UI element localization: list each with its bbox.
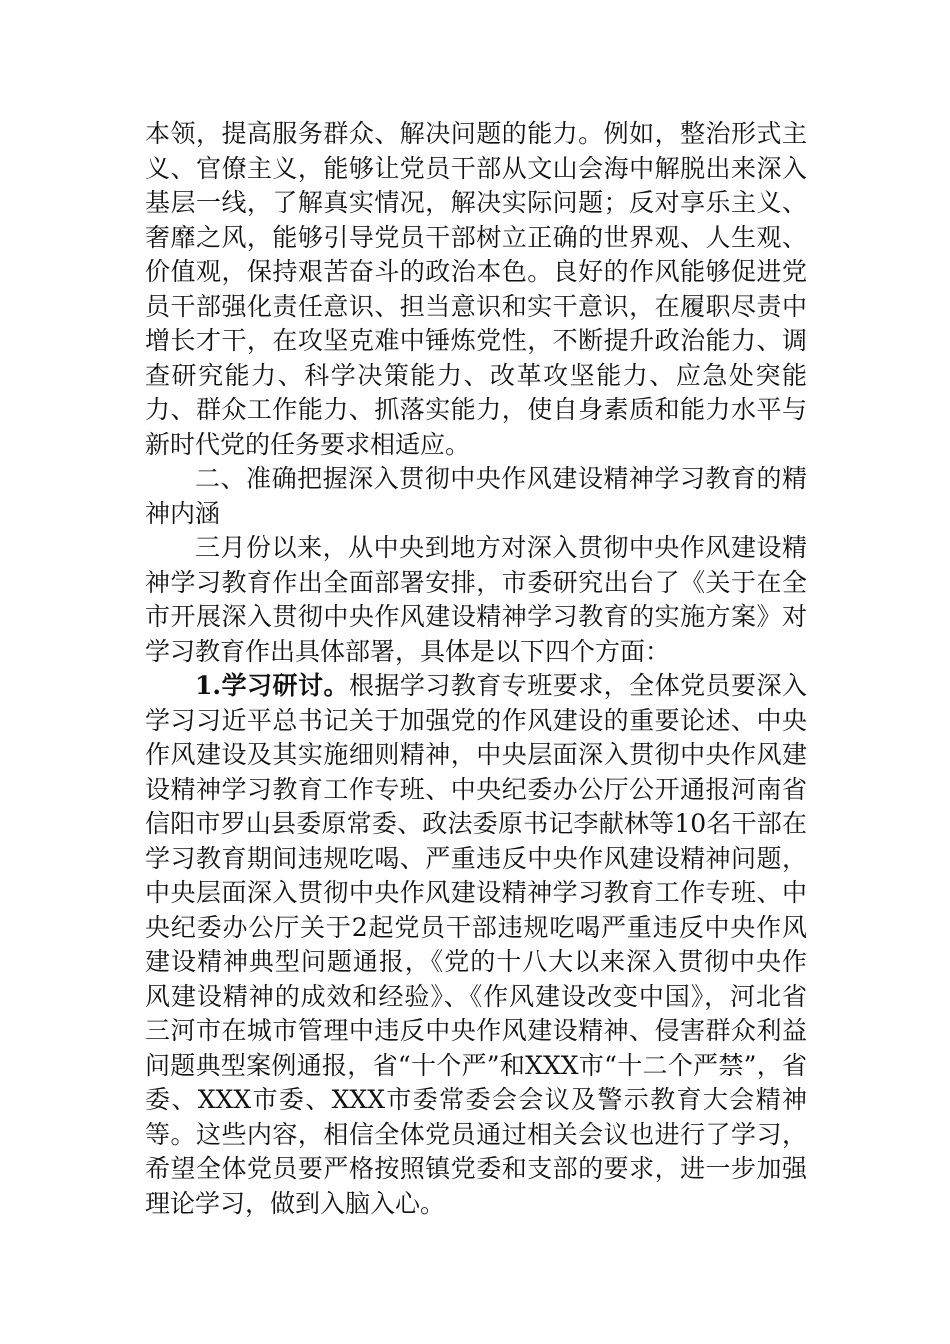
section-heading: 二、准确把握深入贯彻中央作风建设精神学习教育的精神内涵 (145, 464, 807, 528)
paragraph-continuation: 本领，提高服务群众、解决问题的能力。例如，整治形式主义、官僚主义，能够让党员干部从文山会海中解脱出来深入基层一线，了解真实情况，解决实际问题；反对享乐主义、奢靡之风，能够引导党员干部树立正确的世界观、人生观、价值观，保持艰苦奋斗的政治本色。良好的作风能够促进党员干部强化责任意识、担当意识和实干意识，在履职尽责中增长才干，在攻坚克难中锤炼党性，不断提升政治能力、调查研究能力、科学决策能力、改革攻坚能力、应急处突能力、群众工作能力、抓落实能力，使自身素质和能力水平与新时代党的任务要求相适应。 (145, 119, 807, 459)
document-body (145, 117, 807, 1221)
item-body-text: 根据学习教育专班要求，全体党员要深入学习习近平总书记关于加强党的作风建设的重要论述、中央作风建设及其实施细则精神，中央层面深入贯彻中央作风建设精神学习教育工作专班、中央纪委办公厅公开通报河南省信阳市罗山县委原常委、政法委原书记李献林等10名干部在学习教育期间违规吃喝、严重违反中央作风建设精神问题，中央层面深入贯彻中央作风建设精神学习教育工作专班、中央纪委办公厅关于2起党员干部违规吃喝严重违反中央作风建设精神典型问题通报，《党的十八大以来深入贯彻中央作风建设精神的成效和经验》、《作风建设改变中国》，河北省三河市在城市管理中违反中央作风建设精神、侵害群众利益问题典型案例通报，省“十个严”和XXX市“十二个严禁”，省委、XXX市委、XXX市委常委会会议及警示教育大会精神等。这些内容，相信全体党员通过相关会议也进行了学习，希望全体党员要严格按照镇党委和支部的要求，进一步加强理论学习，做到入脑入心。 (145, 671, 807, 1218)
item-lead-heading: 1.学习研讨。 (195, 671, 349, 700)
paragraph-study-discussion (145, 669, 807, 1221)
paragraph-intro: 三月份以来，从中央到地方对深入贯彻中央作风建设精神学习教育作出全面部署安排，市委研究出台了《关于在全市开展深入贯彻中央作风建设精神学习教育的实施方案》对学习教育作出具体部署，具体是以下四个方面： (145, 533, 807, 666)
